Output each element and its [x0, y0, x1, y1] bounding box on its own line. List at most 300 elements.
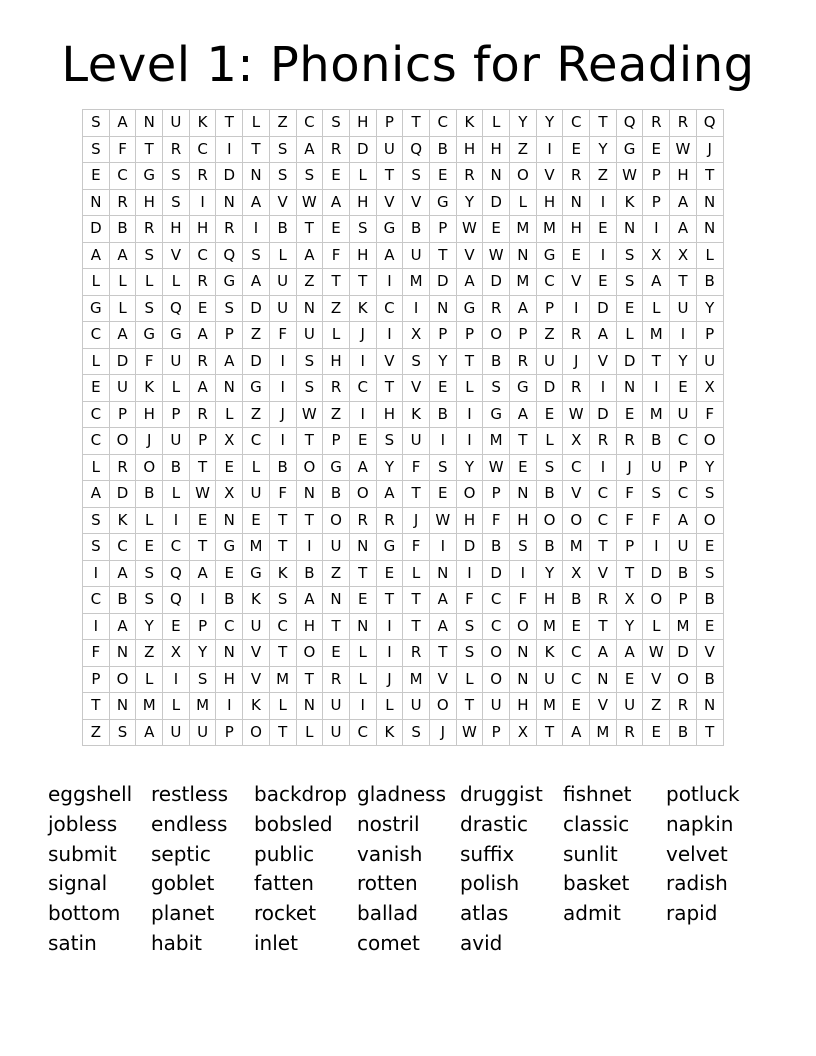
grid-cell[interactable]: H — [510, 693, 537, 720]
grid-cell[interactable]: Y — [456, 454, 483, 481]
grid-cell[interactable]: A — [323, 189, 350, 216]
grid-cell[interactable]: H — [536, 587, 563, 614]
grid-cell[interactable]: D — [429, 269, 456, 296]
grid-cell[interactable]: D — [456, 534, 483, 561]
grid-cell[interactable]: Z — [323, 560, 350, 587]
grid-cell[interactable]: A — [456, 269, 483, 296]
grid-cell[interactable]: F — [269, 481, 296, 508]
grid-cell[interactable]: I — [83, 613, 110, 640]
grid-cell[interactable]: N — [349, 534, 376, 561]
grid-cell[interactable]: P — [670, 454, 697, 481]
grid-cell[interactable]: E — [429, 163, 456, 190]
grid-cell[interactable]: U — [269, 295, 296, 322]
grid-cell[interactable]: U — [670, 534, 697, 561]
grid-cell[interactable]: L — [376, 693, 403, 720]
grid-cell[interactable]: C — [163, 534, 190, 561]
grid-cell[interactable]: I — [376, 613, 403, 640]
grid-cell[interactable]: X — [563, 560, 590, 587]
grid-cell[interactable]: Z — [323, 401, 350, 428]
grid-cell[interactable]: P — [216, 322, 243, 349]
grid-cell[interactable]: V — [243, 640, 270, 667]
grid-cell[interactable]: J — [429, 719, 456, 746]
grid-cell[interactable]: I — [376, 322, 403, 349]
grid-cell[interactable]: Z — [510, 136, 537, 163]
grid-cell[interactable]: P — [109, 401, 136, 428]
grid-cell[interactable]: V — [590, 693, 617, 720]
grid-cell[interactable]: S — [456, 640, 483, 667]
grid-cell[interactable]: G — [243, 560, 270, 587]
grid-cell[interactable]: N — [296, 295, 323, 322]
grid-cell[interactable]: K — [243, 693, 270, 720]
grid-cell[interactable]: P — [483, 719, 510, 746]
grid-cell[interactable]: Y — [696, 454, 723, 481]
grid-cell[interactable]: F — [456, 587, 483, 614]
grid-cell[interactable]: M — [643, 322, 670, 349]
grid-cell[interactable]: P — [163, 401, 190, 428]
grid-cell[interactable]: F — [403, 454, 430, 481]
grid-cell[interactable]: F — [616, 507, 643, 534]
grid-cell[interactable]: H — [136, 189, 163, 216]
grid-cell[interactable]: E — [349, 587, 376, 614]
grid-cell[interactable]: F — [269, 322, 296, 349]
grid-cell[interactable]: V — [696, 640, 723, 667]
grid-cell[interactable]: Y — [429, 348, 456, 375]
grid-cell[interactable]: E — [216, 454, 243, 481]
grid-cell[interactable]: I — [563, 295, 590, 322]
grid-cell[interactable]: E — [563, 136, 590, 163]
grid-cell[interactable]: T — [429, 640, 456, 667]
grid-cell[interactable]: S — [483, 375, 510, 402]
grid-cell[interactable]: O — [109, 428, 136, 455]
grid-cell[interactable]: R — [590, 428, 617, 455]
grid-cell[interactable]: T — [643, 348, 670, 375]
grid-cell[interactable]: N — [510, 666, 537, 693]
grid-cell[interactable]: T — [696, 719, 723, 746]
grid-cell[interactable]: U — [323, 693, 350, 720]
grid-cell[interactable]: Q — [696, 110, 723, 137]
grid-cell[interactable]: T — [696, 163, 723, 190]
grid-cell[interactable]: B — [536, 481, 563, 508]
grid-cell[interactable]: C — [83, 587, 110, 614]
grid-cell[interactable]: T — [456, 693, 483, 720]
grid-cell[interactable]: D — [483, 189, 510, 216]
grid-cell[interactable]: R — [563, 322, 590, 349]
grid-cell[interactable]: N — [483, 163, 510, 190]
grid-cell[interactable]: R — [563, 163, 590, 190]
grid-cell[interactable]: T — [269, 534, 296, 561]
grid-cell[interactable]: I — [376, 269, 403, 296]
grid-cell[interactable]: E — [163, 613, 190, 640]
grid-cell[interactable]: K — [349, 295, 376, 322]
grid-cell[interactable]: N — [616, 375, 643, 402]
grid-cell[interactable]: A — [590, 640, 617, 667]
grid-cell[interactable]: A — [109, 613, 136, 640]
grid-cell[interactable]: J — [696, 136, 723, 163]
grid-cell[interactable]: N — [216, 507, 243, 534]
grid-cell[interactable]: V — [243, 666, 270, 693]
grid-cell[interactable]: F — [616, 481, 643, 508]
grid-cell[interactable]: T — [403, 110, 430, 137]
grid-cell[interactable]: T — [403, 481, 430, 508]
grid-cell[interactable]: W — [189, 481, 216, 508]
grid-cell[interactable]: M — [136, 693, 163, 720]
grid-cell[interactable]: U — [296, 322, 323, 349]
grid-cell[interactable]: O — [696, 507, 723, 534]
grid-cell[interactable]: I — [163, 507, 190, 534]
grid-cell[interactable]: A — [376, 481, 403, 508]
grid-cell[interactable]: C — [83, 428, 110, 455]
grid-cell[interactable]: E — [616, 295, 643, 322]
grid-cell[interactable]: K — [136, 375, 163, 402]
grid-cell[interactable]: H — [216, 666, 243, 693]
grid-cell[interactable]: P — [670, 587, 697, 614]
grid-cell[interactable]: E — [189, 507, 216, 534]
grid-cell[interactable]: L — [163, 693, 190, 720]
grid-cell[interactable]: Y — [376, 454, 403, 481]
grid-cell[interactable]: C — [670, 428, 697, 455]
grid-cell[interactable]: I — [590, 189, 617, 216]
grid-cell[interactable]: G — [429, 189, 456, 216]
grid-cell[interactable]: N — [510, 481, 537, 508]
grid-cell[interactable]: E — [83, 375, 110, 402]
grid-cell[interactable]: I — [216, 693, 243, 720]
grid-cell[interactable]: T — [269, 507, 296, 534]
grid-cell[interactable]: N — [563, 189, 590, 216]
grid-cell[interactable]: I — [456, 428, 483, 455]
grid-cell[interactable]: Y — [189, 640, 216, 667]
grid-cell[interactable]: I — [643, 534, 670, 561]
grid-cell[interactable]: A — [670, 507, 697, 534]
grid-cell[interactable]: S — [163, 189, 190, 216]
grid-cell[interactable]: C — [189, 136, 216, 163]
grid-cell[interactable]: O — [136, 454, 163, 481]
grid-cell[interactable]: L — [296, 719, 323, 746]
grid-cell[interactable]: O — [323, 507, 350, 534]
grid-cell[interactable]: S — [216, 295, 243, 322]
grid-cell[interactable]: O — [429, 693, 456, 720]
grid-cell[interactable]: N — [429, 295, 456, 322]
grid-cell[interactable]: B — [296, 560, 323, 587]
grid-cell[interactable]: C — [349, 375, 376, 402]
grid-cell[interactable]: B — [429, 136, 456, 163]
grid-cell[interactable]: B — [670, 560, 697, 587]
grid-cell[interactable]: M — [510, 269, 537, 296]
grid-cell[interactable]: F — [403, 534, 430, 561]
grid-cell[interactable]: I — [590, 375, 617, 402]
grid-cell[interactable]: Y — [136, 613, 163, 640]
grid-cell[interactable]: E — [696, 534, 723, 561]
grid-cell[interactable]: X — [403, 322, 430, 349]
grid-cell[interactable]: O — [510, 613, 537, 640]
grid-cell[interactable]: H — [510, 507, 537, 534]
grid-cell[interactable]: A — [590, 322, 617, 349]
grid-cell[interactable]: S — [136, 587, 163, 614]
grid-cell[interactable]: T — [510, 428, 537, 455]
grid-cell[interactable]: B — [536, 534, 563, 561]
grid-cell[interactable]: P — [429, 322, 456, 349]
grid-cell[interactable]: L — [483, 110, 510, 137]
grid-cell[interactable]: B — [269, 454, 296, 481]
grid-cell[interactable]: Y — [696, 295, 723, 322]
grid-cell[interactable]: K — [536, 640, 563, 667]
grid-cell[interactable]: K — [403, 401, 430, 428]
grid-cell[interactable]: O — [536, 507, 563, 534]
grid-cell[interactable]: P — [483, 481, 510, 508]
grid-cell[interactable]: X — [643, 242, 670, 269]
grid-cell[interactable]: B — [323, 481, 350, 508]
grid-cell[interactable]: K — [456, 110, 483, 137]
grid-cell[interactable]: G — [243, 375, 270, 402]
grid-cell[interactable]: H — [456, 136, 483, 163]
grid-cell[interactable]: V — [163, 242, 190, 269]
grid-cell[interactable]: S — [323, 110, 350, 137]
grid-cell[interactable]: Z — [536, 322, 563, 349]
grid-cell[interactable]: V — [269, 189, 296, 216]
grid-cell[interactable]: L — [349, 640, 376, 667]
grid-cell[interactable]: A — [83, 242, 110, 269]
grid-cell[interactable]: W — [429, 507, 456, 534]
grid-cell[interactable]: K — [189, 110, 216, 137]
grid-cell[interactable]: H — [563, 216, 590, 243]
grid-cell[interactable]: E — [563, 693, 590, 720]
grid-cell[interactable]: E — [590, 269, 617, 296]
grid-cell[interactable]: L — [243, 110, 270, 137]
grid-cell[interactable]: C — [376, 295, 403, 322]
grid-cell[interactable]: V — [563, 269, 590, 296]
grid-cell[interactable]: I — [403, 295, 430, 322]
grid-cell[interactable]: I — [643, 375, 670, 402]
grid-cell[interactable]: G — [136, 163, 163, 190]
grid-cell[interactable]: N — [136, 110, 163, 137]
grid-cell[interactable]: D — [616, 348, 643, 375]
grid-cell[interactable]: C — [563, 666, 590, 693]
grid-cell[interactable]: A — [670, 216, 697, 243]
grid-cell[interactable]: N — [510, 242, 537, 269]
grid-cell[interactable]: C — [563, 110, 590, 137]
grid-cell[interactable]: L — [243, 454, 270, 481]
grid-cell[interactable]: Q — [403, 136, 430, 163]
grid-cell[interactable]: S — [296, 348, 323, 375]
grid-cell[interactable]: S — [109, 719, 136, 746]
grid-cell[interactable]: D — [109, 481, 136, 508]
grid-cell[interactable]: H — [536, 189, 563, 216]
grid-cell[interactable]: U — [323, 534, 350, 561]
grid-cell[interactable]: R — [510, 348, 537, 375]
grid-cell[interactable]: S — [269, 587, 296, 614]
grid-cell[interactable]: L — [349, 666, 376, 693]
grid-cell[interactable]: S — [296, 163, 323, 190]
grid-cell[interactable]: L — [643, 613, 670, 640]
grid-cell[interactable]: L — [349, 163, 376, 190]
grid-cell[interactable]: C — [349, 719, 376, 746]
grid-cell[interactable]: V — [456, 242, 483, 269]
grid-cell[interactable]: T — [403, 613, 430, 640]
grid-cell[interactable]: P — [616, 534, 643, 561]
grid-cell[interactable]: N — [216, 640, 243, 667]
grid-cell[interactable]: M — [563, 534, 590, 561]
grid-cell[interactable]: I — [429, 534, 456, 561]
grid-cell[interactable]: L — [136, 666, 163, 693]
grid-cell[interactable]: I — [269, 348, 296, 375]
grid-cell[interactable]: H — [296, 613, 323, 640]
grid-cell[interactable]: P — [189, 613, 216, 640]
grid-cell[interactable]: H — [483, 136, 510, 163]
grid-cell[interactable]: I — [670, 322, 697, 349]
grid-cell[interactable]: Y — [456, 189, 483, 216]
grid-cell[interactable]: G — [456, 295, 483, 322]
grid-cell[interactable]: U — [163, 428, 190, 455]
grid-cell[interactable]: T — [323, 613, 350, 640]
grid-cell[interactable]: C — [109, 534, 136, 561]
grid-cell[interactable]: S — [696, 560, 723, 587]
grid-cell[interactable]: L — [136, 507, 163, 534]
grid-cell[interactable]: S — [349, 216, 376, 243]
grid-cell[interactable]: F — [643, 507, 670, 534]
grid-cell[interactable]: N — [296, 693, 323, 720]
grid-cell[interactable]: N — [696, 189, 723, 216]
grid-cell[interactable]: G — [510, 375, 537, 402]
grid-cell[interactable]: I — [510, 560, 537, 587]
grid-cell[interactable]: C — [483, 587, 510, 614]
grid-cell[interactable]: B — [403, 216, 430, 243]
grid-cell[interactable]: G — [616, 136, 643, 163]
grid-cell[interactable]: T — [429, 242, 456, 269]
grid-cell[interactable]: N — [243, 163, 270, 190]
grid-cell[interactable]: I — [349, 401, 376, 428]
grid-cell[interactable]: E — [563, 242, 590, 269]
grid-cell[interactable]: S — [536, 454, 563, 481]
grid-cell[interactable]: H — [349, 242, 376, 269]
grid-cell[interactable]: I — [376, 640, 403, 667]
grid-cell[interactable]: F — [83, 640, 110, 667]
grid-cell[interactable]: P — [376, 110, 403, 137]
grid-cell[interactable]: T — [349, 269, 376, 296]
grid-cell[interactable]: G — [216, 534, 243, 561]
grid-cell[interactable]: Z — [323, 295, 350, 322]
grid-cell[interactable]: F — [483, 507, 510, 534]
grid-cell[interactable]: C — [563, 640, 590, 667]
grid-cell[interactable]: B — [136, 481, 163, 508]
grid-cell[interactable]: T — [403, 587, 430, 614]
grid-cell[interactable]: A — [670, 189, 697, 216]
grid-cell[interactable]: J — [136, 428, 163, 455]
grid-cell[interactable]: J — [563, 348, 590, 375]
grid-cell[interactable]: R — [670, 110, 697, 137]
grid-cell[interactable]: L — [109, 269, 136, 296]
grid-cell[interactable]: R — [109, 189, 136, 216]
grid-cell[interactable]: H — [376, 401, 403, 428]
grid-cell[interactable]: G — [83, 295, 110, 322]
grid-cell[interactable]: C — [243, 428, 270, 455]
grid-cell[interactable]: C — [590, 507, 617, 534]
grid-cell[interactable]: U — [670, 401, 697, 428]
grid-cell[interactable]: Z — [269, 110, 296, 137]
grid-cell[interactable]: T — [189, 534, 216, 561]
grid-cell[interactable]: K — [376, 719, 403, 746]
grid-cell[interactable]: K — [269, 560, 296, 587]
grid-cell[interactable]: T — [296, 216, 323, 243]
grid-cell[interactable]: I — [269, 375, 296, 402]
grid-cell[interactable]: D — [109, 348, 136, 375]
grid-cell[interactable]: T — [269, 719, 296, 746]
grid-cell[interactable]: L — [269, 242, 296, 269]
grid-cell[interactable]: U — [643, 454, 670, 481]
grid-cell[interactable]: U — [670, 295, 697, 322]
grid-cell[interactable]: E — [243, 507, 270, 534]
grid-cell[interactable]: J — [403, 507, 430, 534]
grid-cell[interactable]: N — [83, 189, 110, 216]
grid-cell[interactable]: T — [376, 375, 403, 402]
grid-cell[interactable]: R — [616, 719, 643, 746]
grid-cell[interactable]: Z — [83, 719, 110, 746]
grid-cell[interactable]: E — [483, 216, 510, 243]
grid-cell[interactable]: L — [83, 348, 110, 375]
grid-cell[interactable]: T — [670, 269, 697, 296]
grid-cell[interactable]: C — [83, 322, 110, 349]
grid-cell[interactable]: Z — [243, 401, 270, 428]
grid-cell[interactable]: A — [510, 295, 537, 322]
grid-cell[interactable]: E — [510, 454, 537, 481]
grid-cell[interactable]: I — [349, 348, 376, 375]
grid-cell[interactable]: I — [163, 666, 190, 693]
grid-cell[interactable]: H — [670, 163, 697, 190]
grid-cell[interactable]: E — [323, 640, 350, 667]
grid-cell[interactable]: I — [349, 693, 376, 720]
grid-cell[interactable]: L — [269, 693, 296, 720]
grid-cell[interactable]: B — [109, 216, 136, 243]
grid-cell[interactable]: D — [536, 375, 563, 402]
grid-cell[interactable]: T — [296, 666, 323, 693]
grid-cell[interactable]: O — [349, 481, 376, 508]
grid-cell[interactable]: M — [590, 719, 617, 746]
grid-cell[interactable]: R — [323, 136, 350, 163]
grid-cell[interactable]: T — [590, 110, 617, 137]
grid-cell[interactable]: H — [163, 216, 190, 243]
grid-cell[interactable]: L — [643, 295, 670, 322]
grid-cell[interactable]: R — [616, 428, 643, 455]
grid-cell[interactable]: C — [590, 481, 617, 508]
grid-cell[interactable]: A — [510, 401, 537, 428]
grid-cell[interactable]: Q — [163, 560, 190, 587]
grid-cell[interactable]: L — [696, 242, 723, 269]
grid-cell[interactable]: R — [643, 110, 670, 137]
grid-cell[interactable]: I — [456, 560, 483, 587]
grid-cell[interactable]: M — [403, 269, 430, 296]
grid-cell[interactable]: W — [483, 242, 510, 269]
grid-cell[interactable]: I — [643, 216, 670, 243]
grid-cell[interactable]: A — [349, 454, 376, 481]
grid-cell[interactable]: R — [216, 216, 243, 243]
grid-cell[interactable]: A — [189, 560, 216, 587]
grid-cell[interactable]: A — [109, 110, 136, 137]
grid-cell[interactable]: E — [136, 534, 163, 561]
grid-cell[interactable]: E — [376, 560, 403, 587]
grid-cell[interactable]: F — [109, 136, 136, 163]
grid-cell[interactable]: C — [429, 110, 456, 137]
grid-cell[interactable]: R — [189, 348, 216, 375]
grid-cell[interactable]: U — [163, 348, 190, 375]
grid-cell[interactable]: L — [616, 322, 643, 349]
grid-cell[interactable]: N — [323, 587, 350, 614]
grid-cell[interactable]: C — [536, 269, 563, 296]
grid-cell[interactable]: W — [616, 163, 643, 190]
grid-cell[interactable]: P — [456, 322, 483, 349]
grid-cell[interactable]: A — [296, 136, 323, 163]
grid-cell[interactable]: P — [323, 428, 350, 455]
grid-cell[interactable]: E — [563, 613, 590, 640]
grid-cell[interactable]: W — [456, 719, 483, 746]
grid-cell[interactable]: V — [536, 163, 563, 190]
